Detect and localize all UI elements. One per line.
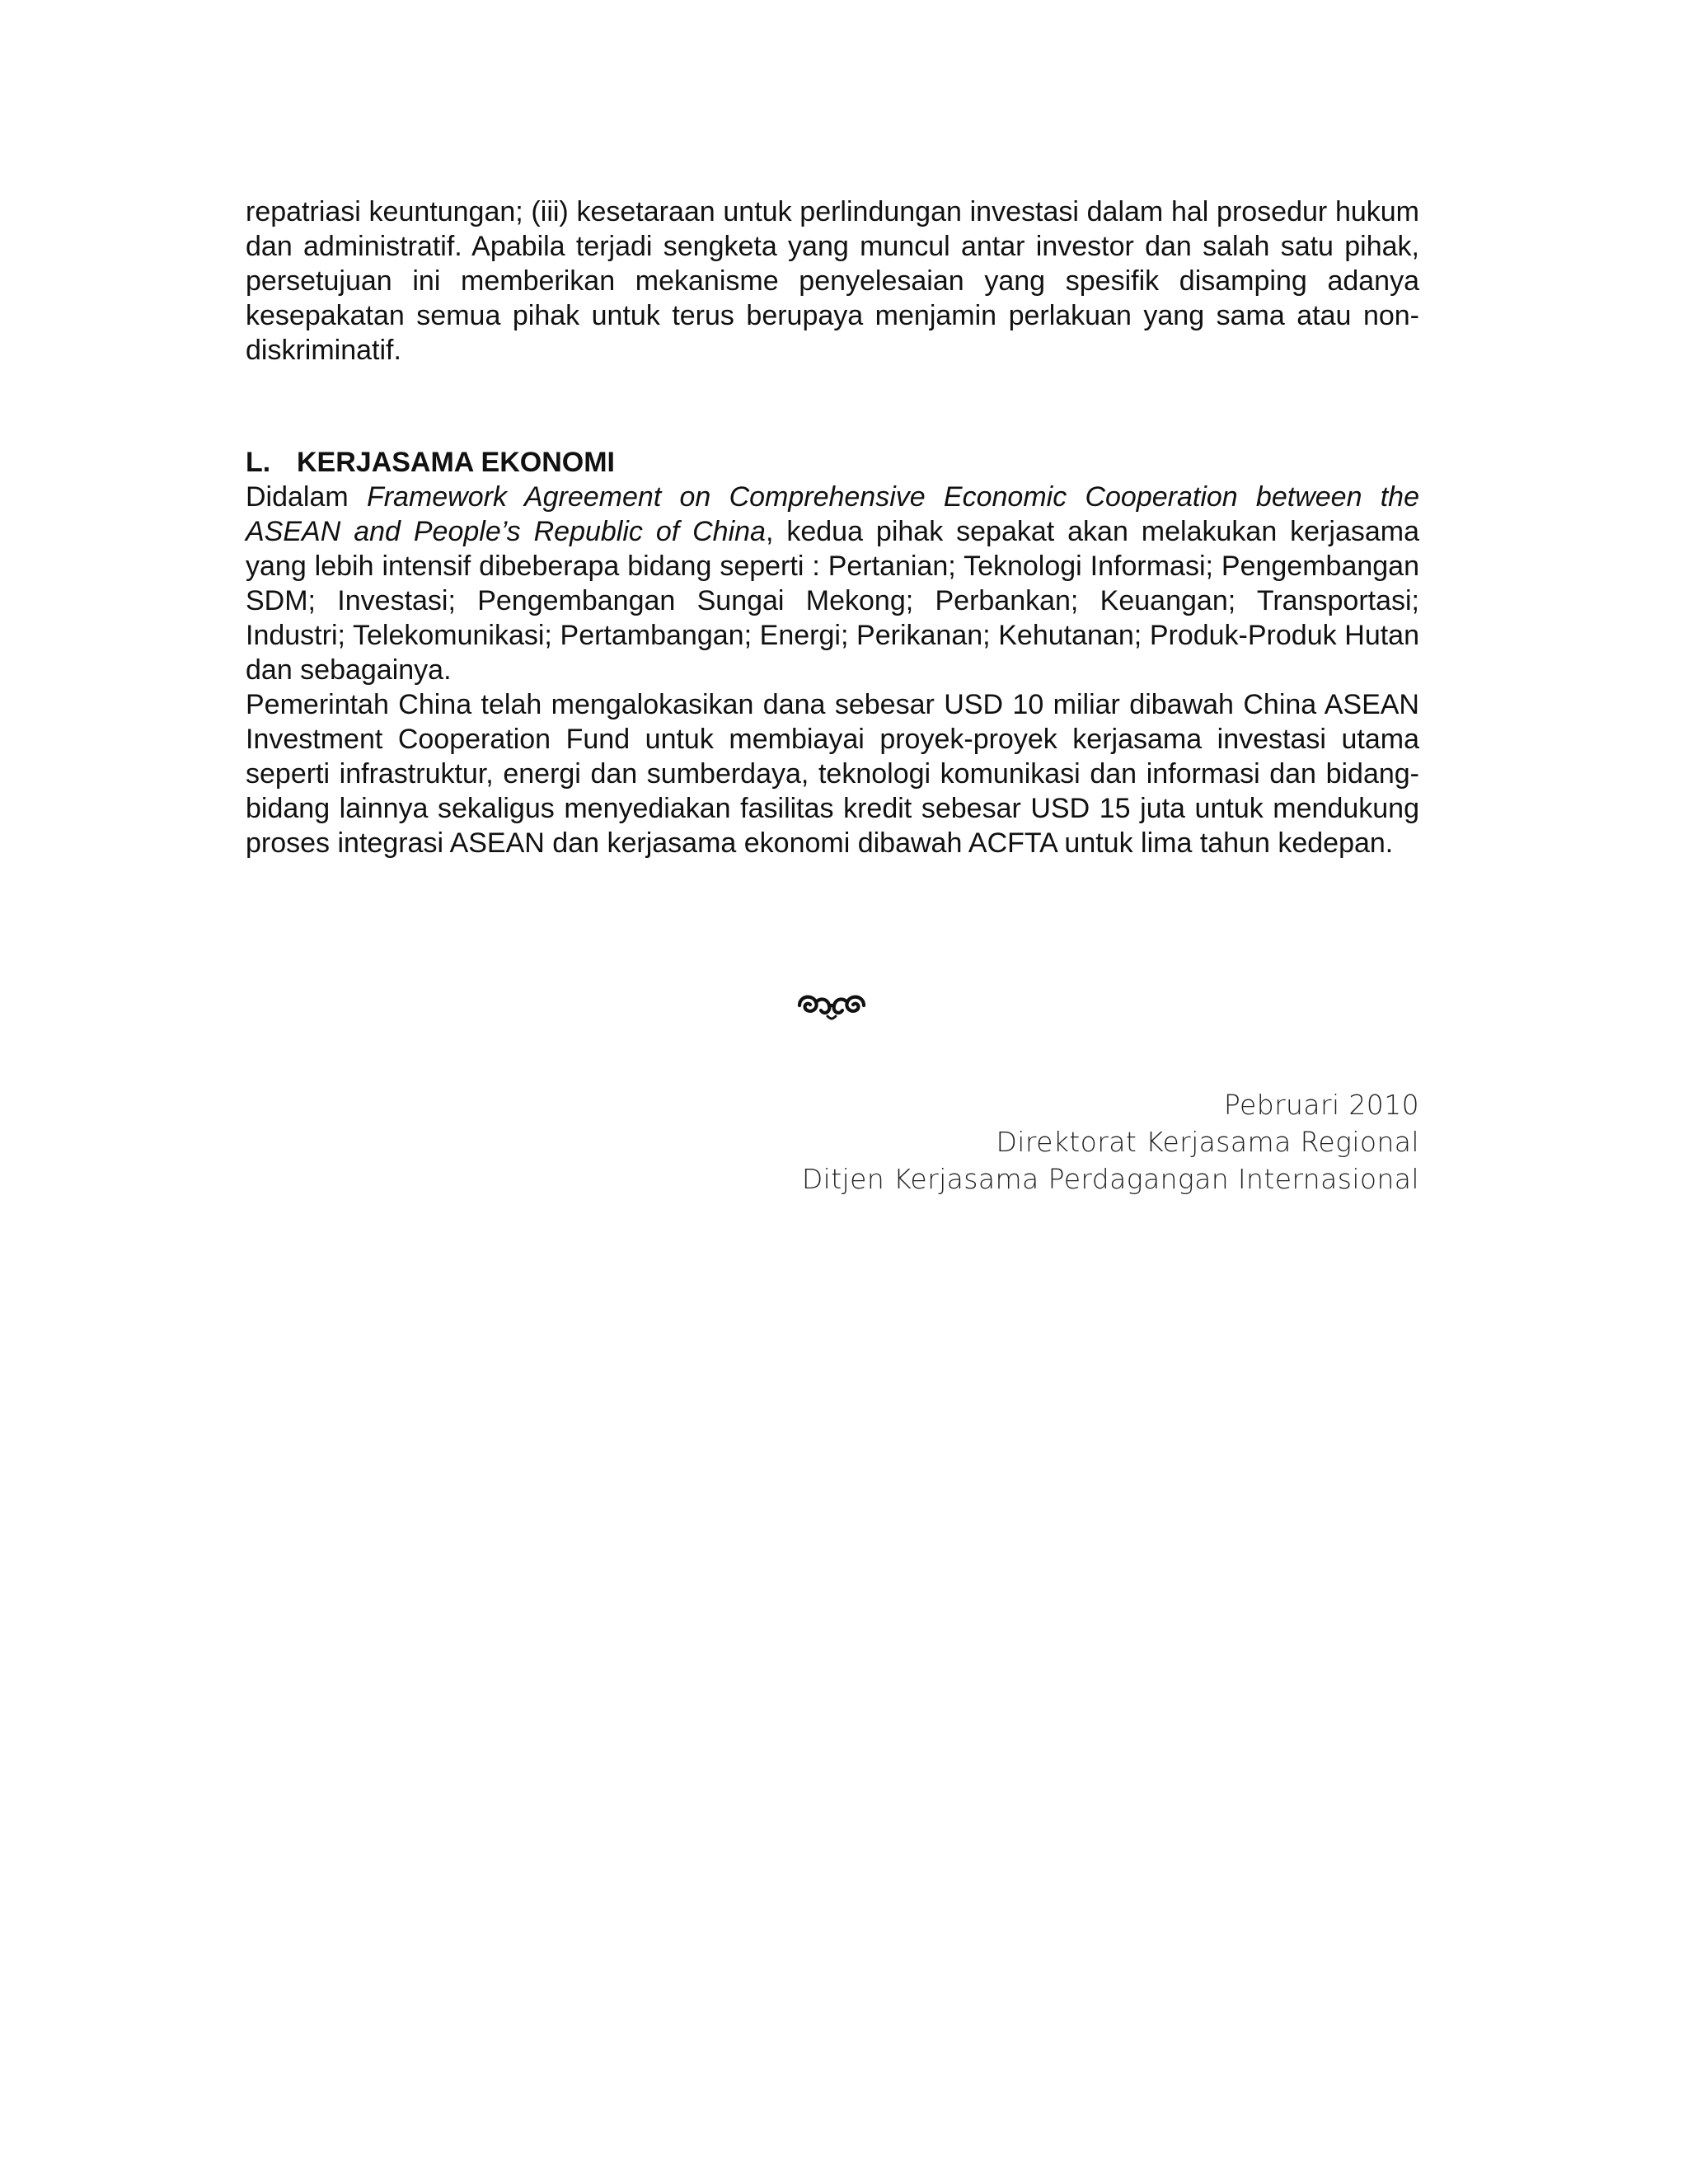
document-body [246, 194, 1419, 860]
framework-agreement-title: Framework Agreement on Comprehensive Economic Cooperation between the ASEAN and People’s Republic of China [246, 481, 1419, 547]
section-letter: L. [246, 447, 271, 478]
section-title: KERJASAMA EKONOMI [297, 447, 615, 478]
fund-paragraph: Pemerintah China telah mengalokasikan dana sebesar USD 10 miliar dibawah China ASEAN Investment Cooperation Fund untuk membiayai proyek-proyek kerjasama investasi utama seperti infrastruktur, energi dan sumberdaya, teknologi komunikasi dan informasi dan bidang-bidang lainnya sekaligus menyediakan fasilitas kredit sebesar USD 15 juta untuk mendukung proses integrasi ASEAN dan kerjasama ekonomi dibawah ACFTA untuk lima tahun kedepan. [246, 689, 1419, 859]
signature-date: Pebruari 2010 [1223, 1089, 1419, 1121]
signature-office: Direktorat Kerjasama Regional [996, 1126, 1419, 1158]
intro-paragraph: repatriasi keuntungan; (iii) kesetaraan untuk perlindungan investasi dalam hal prosedur hukum dan administratif. Apabila terjadi sengketa yang muncul antar investor dan salah satu pihak, persetujuan ini memberikan mekanisme penyelesaian yang spesifik disamping adanya kesepakatan semua pihak untuk terus berupaya menjamin perlakuan yang sama atau non-diskriminatif. [246, 196, 1419, 366]
framework-lead: Didalam [246, 481, 367, 513]
framework-rest: , kedua pihak sepakat akan melakukan kerjasama yang lebih intensif dibeberapa bidang seperti : Pertanian; Teknologi Informasi; Pengembangan SDM; Investasi; Pengembangan Sungai Mekong; Perbankan; Keuangan; Transportasi; Industri; Telekomunikasi; Pertambangan; Energi; Perikanan; Kehutanan; Produk-Produk Hutan dan sebagainya. [246, 516, 1420, 686]
framework-paragraph [246, 480, 1419, 687]
section-heading [246, 445, 1419, 480]
signature-block [802, 1086, 1419, 1197]
signature-department: Ditjen Kerjasama Perdagangan Internasional [801, 1163, 1419, 1195]
fleuron-ornament-icon [796, 989, 867, 1022]
